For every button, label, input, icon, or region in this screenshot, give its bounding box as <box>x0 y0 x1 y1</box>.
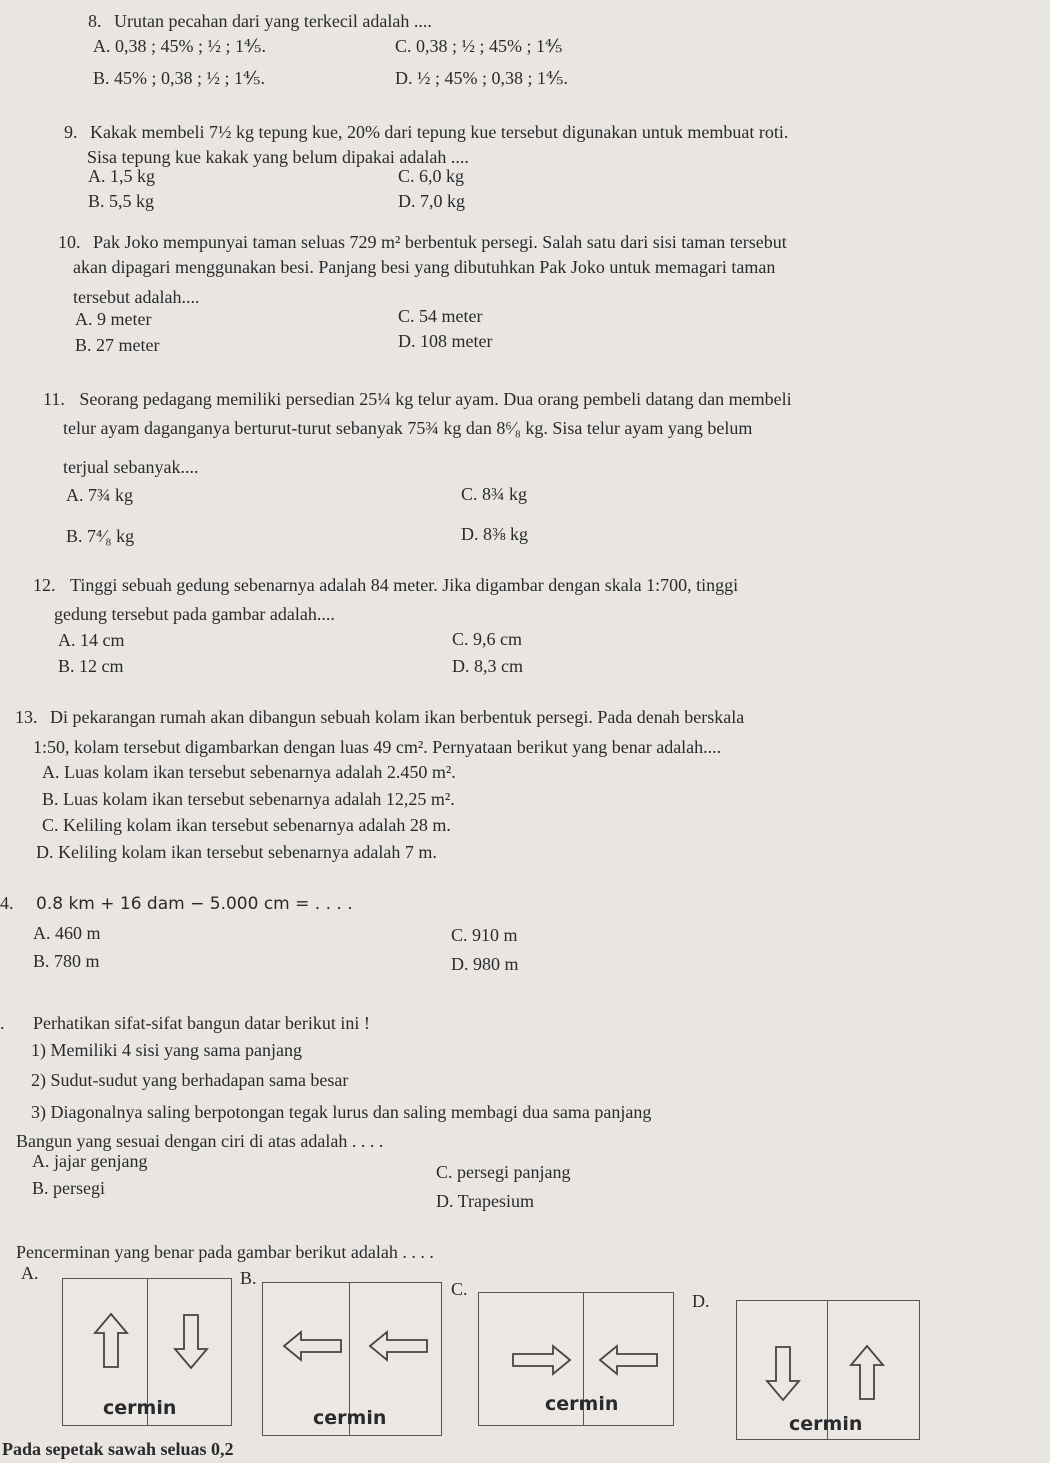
q16-figure-c <box>478 1292 674 1426</box>
q10-option-d: D. 108 meter <box>398 331 493 351</box>
q14-option-b: B. 780 m <box>33 951 100 971</box>
q10-number: 10. <box>58 232 81 252</box>
q9-option-c: C. 6,0 kg <box>398 166 465 186</box>
q15-intro <box>0 1012 370 1034</box>
q8-option-b: B. 45% ; 0,38 ; ½ ; 1⅘. <box>93 68 265 88</box>
q15-option-d: D. Trapesium <box>436 1191 535 1211</box>
down-arrow-icon <box>763 1343 803 1403</box>
mirror-caption: cermin <box>789 1413 863 1435</box>
q12-option-a: A. 14 cm <box>58 630 125 650</box>
q15-option-b: B. persegi <box>32 1178 105 1198</box>
left-arrow-icon <box>367 1329 431 1363</box>
right-arrow-icon <box>509 1343 573 1377</box>
q15-item-3: 3) Diagonalnya saling berpotongan tegak lurus dan saling membagi dua sama panjang <box>31 1102 652 1122</box>
q9-stem-line-1 <box>64 121 788 143</box>
q8-number: 8. <box>88 11 102 31</box>
q15-item-1: 1) Memiliki 4 sisi yang sama panjang <box>31 1040 302 1060</box>
q12-number: 12. <box>33 575 56 595</box>
q11-number: 11. <box>43 389 65 409</box>
q11-option-c: C. 8¾ kg <box>461 484 528 504</box>
q17-partial-line: Pada sepetak sawah seluas 0,2 <box>2 1439 234 1459</box>
q16-label-d: D. <box>692 1291 710 1311</box>
q13-line-1: Di pekarangan rumah akan dibangun sebuah kolam ikan berbentuk persegi. Pada denah berskala <box>50 707 745 727</box>
q10-stem-line-3: tersebut adalah.... <box>73 287 200 307</box>
q12-option-b: B. 12 cm <box>58 656 124 676</box>
q16-figure-b <box>262 1282 442 1436</box>
q15-option-c: C. persegi panjang <box>436 1162 571 1182</box>
q9-option-d: D. 7,0 kg <box>398 191 465 211</box>
q14-expression: 0.8 km + 16 dam − 5.000 cm = . . . . <box>36 894 353 914</box>
q15-option-a: A. jajar genjang <box>32 1151 148 1171</box>
q8-option-d: D. ½ ; 45% ; 0,38 ; 1⅘. <box>395 68 568 88</box>
q16-label-b: B. <box>240 1268 257 1288</box>
q12-option-d: D. 8,3 cm <box>452 656 523 676</box>
q10-option-c: C. 54 meter <box>398 306 483 326</box>
q9-number: 9. <box>64 122 78 142</box>
q10-option-b: B. 27 meter <box>75 335 160 355</box>
q11-stem-line-2: telur ayam daganganya berturut-turut sebanyak 75¾ kg dan 8⁶⁄₈ kg. Sisa telur ayam yang belum <box>63 418 753 438</box>
q16-figure-a <box>62 1278 232 1426</box>
q16-label-a: A. <box>21 1263 39 1283</box>
q11-stem-line-3: terjual sebanyak.... <box>63 457 199 477</box>
up-arrow-icon <box>847 1343 887 1403</box>
q8-text: Urutan pecahan dari yang terkecil adalah .... <box>114 11 432 31</box>
q9-line-1: Kakak membeli 7½ kg tepung kue, 20% dari tepung kue tersebut digunakan untuk membuat roti. <box>90 122 789 142</box>
q16-label-c: C. <box>451 1279 468 1299</box>
q13-stem-line-1 <box>15 706 744 728</box>
q10-stem-line-2: akan dipagari menggunakan besi. Panjang besi yang dibutuhkan Pak Joko untuk memagari taman <box>73 257 776 277</box>
q9-option-b: B. 5,5 kg <box>88 191 155 211</box>
q14-number: 4. <box>0 893 14 913</box>
q15-question: Bangun yang sesuai dengan ciri di atas adalah . . . . <box>16 1131 384 1151</box>
q15-number: . <box>0 1013 5 1033</box>
q12-stem-line-1 <box>33 574 738 596</box>
up-arrow-icon <box>91 1311 131 1371</box>
q11-line-1: Seorang pedagang memiliki persedian 25¼ kg telur ayam. Dua orang pembeli datang dan membeli <box>79 389 792 409</box>
q14-option-d: D. 980 m <box>451 954 519 974</box>
q8-stem <box>88 10 432 32</box>
left-arrow-icon <box>597 1343 661 1377</box>
mirror-caption: cermin <box>313 1407 387 1429</box>
q12-option-c: C. 9,6 cm <box>452 629 522 649</box>
q13-option-b: B. Luas kolam ikan tersebut sebenarnya adalah 12,25 m². <box>42 789 455 809</box>
q15-intro-text: Perhatikan sifat-sifat bangun datar berikut ini ! <box>33 1013 370 1033</box>
q13-option-d: D. Keliling kolam ikan tersebut sebenarnya adalah 7 m. <box>36 842 437 862</box>
q14-stem <box>0 892 353 915</box>
q12-line-1: Tinggi sebuah gedung sebenarnya adalah 84 meter. Jika digambar dengan skala 1:700, tinggi <box>70 575 739 595</box>
q10-line-1: Pak Joko mempunyai taman seluas 729 m² berbentuk persegi. Salah satu dari sisi taman tersebut <box>93 232 787 252</box>
q16-figure-d <box>736 1300 920 1440</box>
q11-option-d: D. 8⅜ kg <box>461 524 528 544</box>
q9-option-a: A. 1,5 kg <box>88 166 155 186</box>
q13-option-a: A. Luas kolam ikan tersebut sebenarnya adalah 2.450 m². <box>42 762 456 782</box>
mirror-caption: cermin <box>103 1397 177 1419</box>
q9-stem-line-2: Sisa tepung kue kakak yang belum dipakai adalah .... <box>87 147 469 167</box>
q16-stem: Pencerminan yang benar pada gambar berikut adalah . . . . <box>16 1242 434 1262</box>
q13-stem-line-2: 1:50, kolam tersebut digambarkan dengan luas 49 cm². Pernyataan berikut yang benar adalah.... <box>33 737 722 757</box>
q12-stem-line-2: gedung tersebut pada gambar adalah.... <box>54 604 335 624</box>
q10-option-a: A. 9 meter <box>75 309 152 329</box>
q11-stem-line-1 <box>43 388 792 410</box>
q14-option-c: C. 910 m <box>451 925 518 945</box>
q8-option-c: C. 0,38 ; ½ ; 45% ; 1⅘ <box>395 36 563 56</box>
q15-item-2: 2) Sudut-sudut yang berhadapan sama besar <box>31 1070 349 1090</box>
q10-stem-line-1 <box>58 231 787 253</box>
q8-option-a: A. 0,38 ; 45% ; ½ ; 1⅘. <box>93 36 266 56</box>
left-arrow-icon <box>281 1329 345 1363</box>
down-arrow-icon <box>171 1311 211 1371</box>
q11-option-b: B. 7⁴⁄₈ kg <box>66 526 135 546</box>
q13-number: 13. <box>15 707 38 727</box>
mirror-caption: cermin <box>545 1393 619 1415</box>
q11-option-a: A. 7¾ kg <box>66 485 133 505</box>
q14-option-a: A. 460 m <box>33 923 101 943</box>
q13-option-c: C. Keliling kolam ikan tersebut sebenarnya adalah 28 m. <box>42 815 451 835</box>
